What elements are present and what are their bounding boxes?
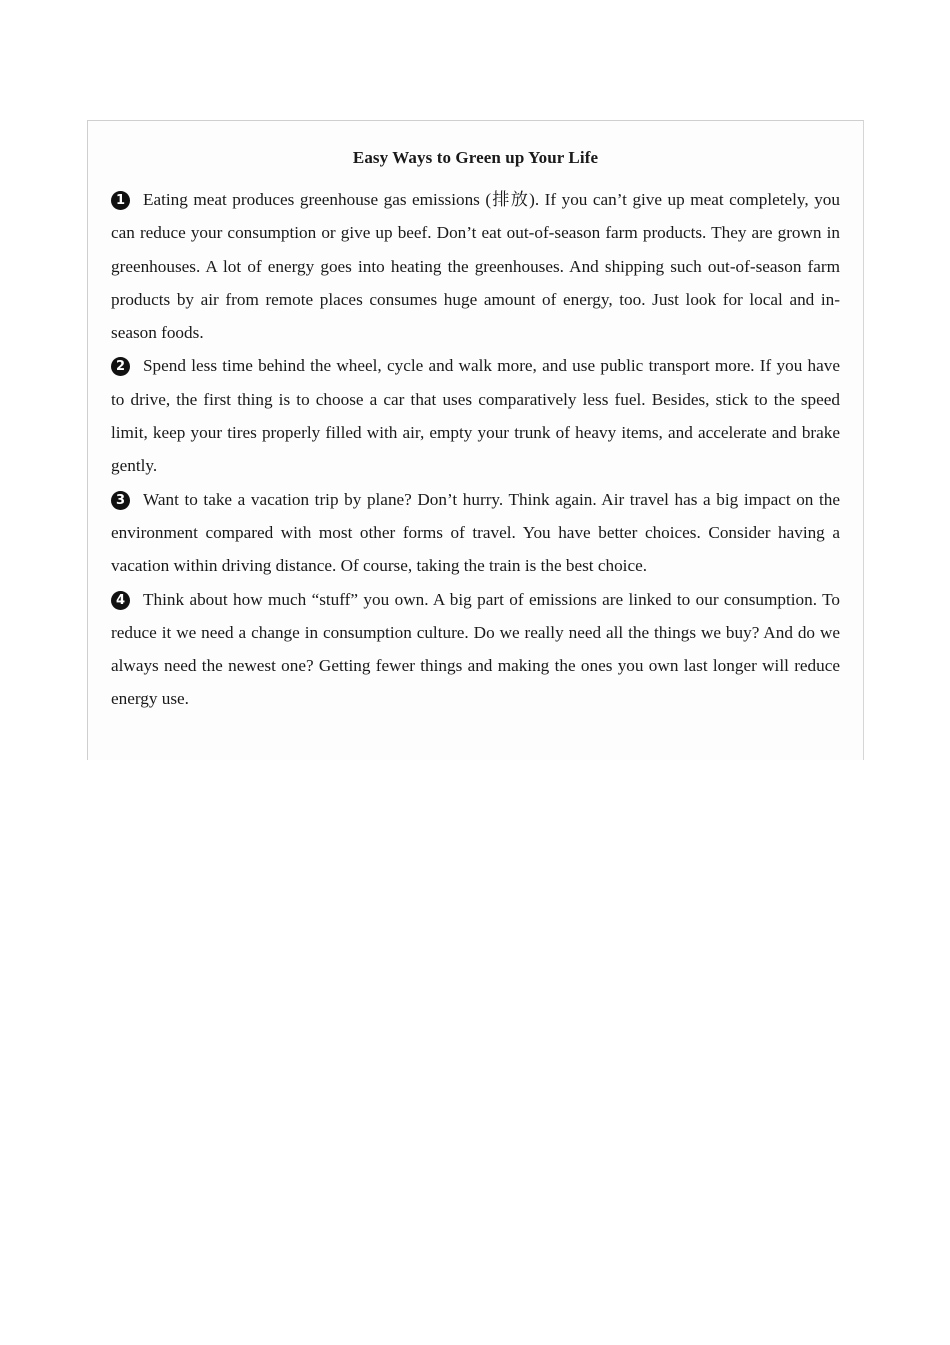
paragraph-1: [111, 183, 840, 349]
paragraph-2: [111, 349, 840, 482]
paragraph-2-text: Spend less time behind the wheel, cycle and walk more, and use public transport more. If you have to drive, the first thing is to choose a car that uses comparatively less fuel. Besides, stick to the speed limit, keep your tires properly filled with air, empty your trunk of heavy items, and accelerate and brake gently.: [111, 356, 840, 476]
paragraph-3: [111, 483, 840, 583]
paragraph-number-4-icon: 4: [111, 591, 130, 610]
passage-title: Easy Ways to Green up Your Life: [352, 148, 599, 167]
paragraph-4-text: Think about how much “stuff” you own. A big part of emissions are linked to our consumption. To reduce it we need a change in consumption culture. Do we really need all the things we buy? And do we always need the newest one? Getting fewer things and making the ones you own last longer will reduce energy use.: [111, 589, 840, 709]
paragraph-4: [111, 583, 840, 716]
paragraph-3-text: Want to take a vacation trip by plane? Don’t hurry. Think again. Air travel has a big impact on the environment compared with most other forms of travel. You have better choices. Consider having a vacation within driving distance. Of course, taking the train is the best choice.: [111, 489, 840, 576]
paragraph-1-text: Eating meat produces greenhouse gas emissions (排放). If you can’t give up meat completely, you can reduce your consumption or give up beef. Don’t eat out-of-season farm products. They are grown in greenhouses. A lot of energy goes into heating the greenhouses. And shipping such out-of-season farm products by air from remote places consumes huge amount of energy, too. Just look for local and in-season foods.: [111, 190, 840, 343]
paragraph-number-3-icon: 3: [111, 491, 130, 510]
scanned-passage: [87, 120, 864, 760]
paragraph-number-1-icon: 1: [111, 191, 130, 210]
paragraph-number-2-icon: 2: [111, 357, 130, 376]
paragraph-list: [111, 183, 840, 716]
